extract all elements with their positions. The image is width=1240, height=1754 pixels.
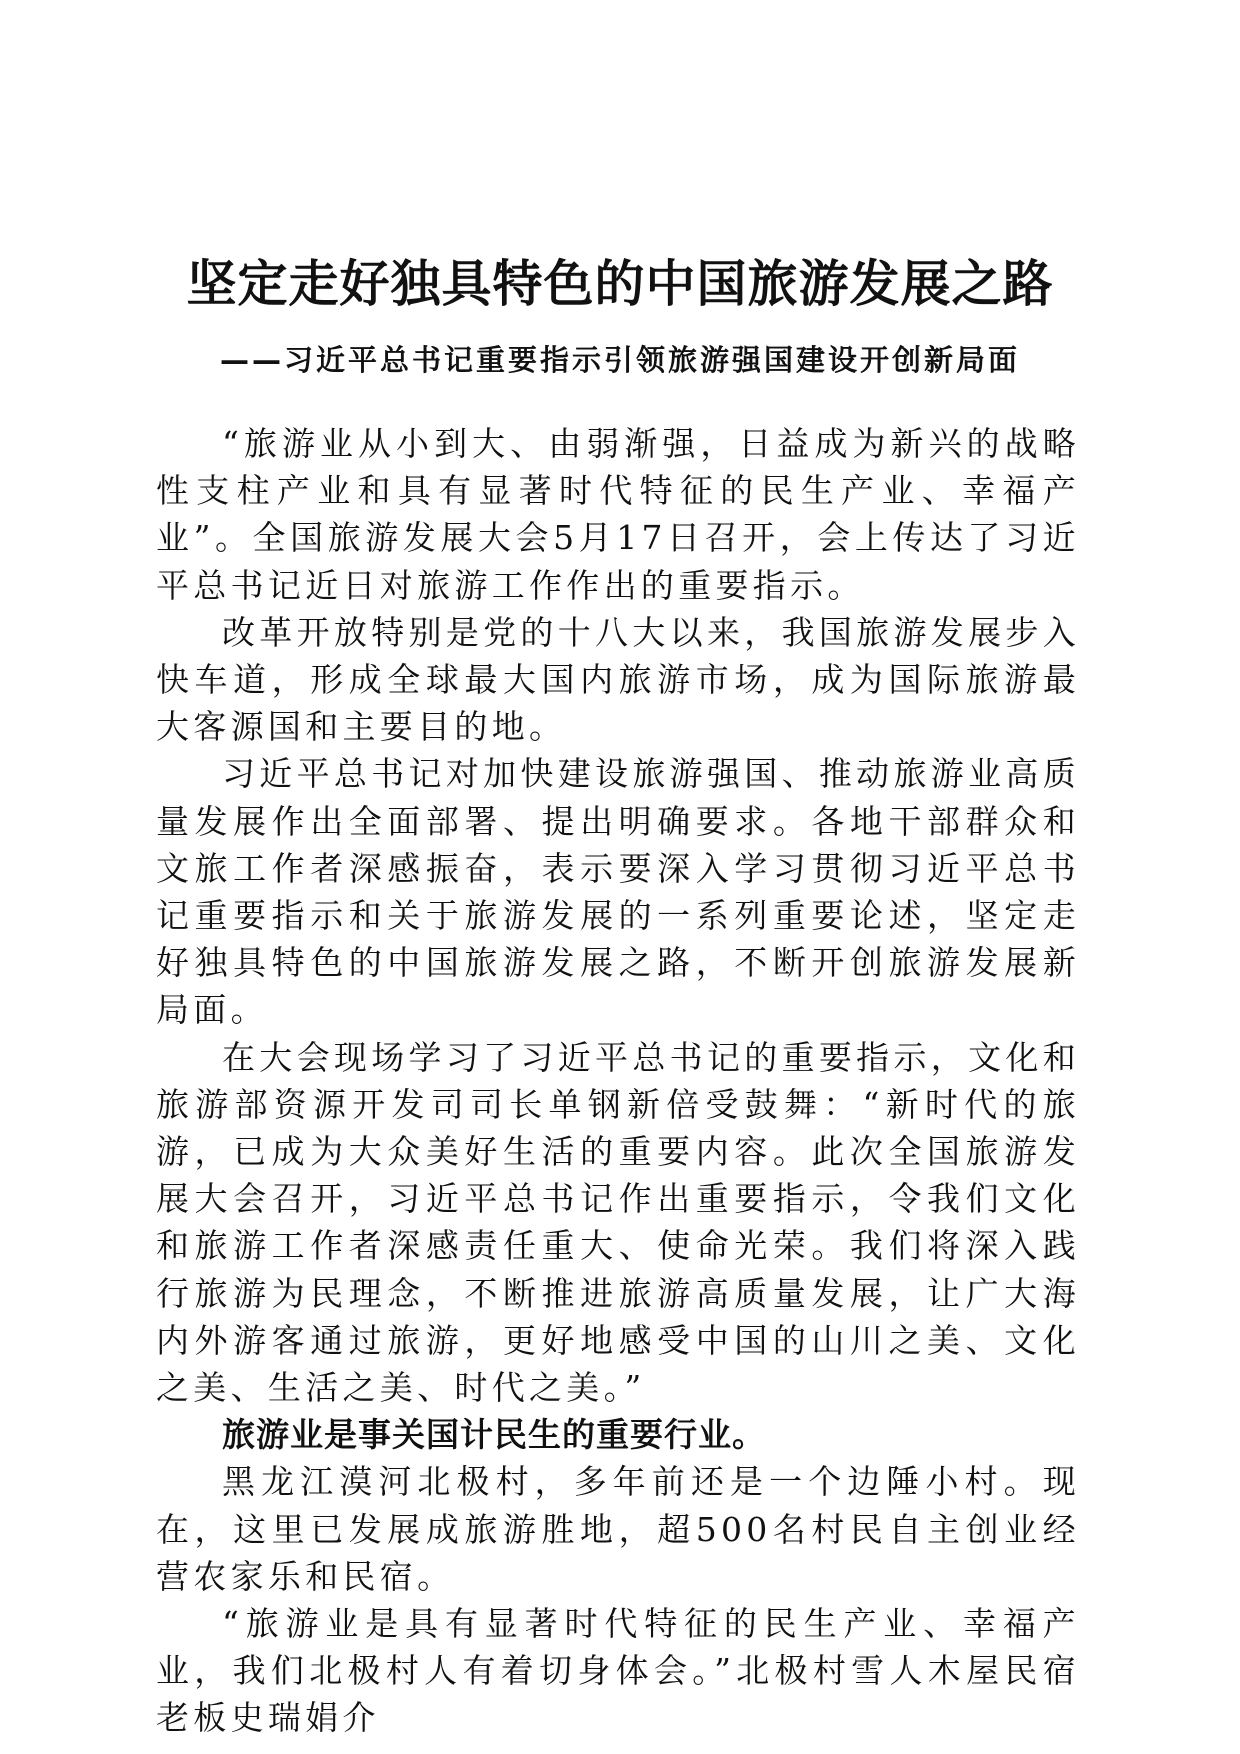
paragraph: “旅游业从小到大、由弱渐强，日益成为新兴的战略性支柱产业和具有显著时代特征的民生产业、幸福产业”。全国旅游发展大会5月17日召开，会上传达了习近平总书记近日对旅游工作作出的重要指示。	[156, 424, 1080, 605]
section-heading: 旅游业是事关国计民生的重要行业。	[222, 1415, 766, 1455]
paragraph: 在大会现场学习了习近平总书记的重要指示，文化和旅游部资源开发司司长单钢新倍受鼓舞：“新时代的旅游，已成为大众美好生活的重要内容。此次全国旅游发展大会召开，习近平总书记作出重要指示，令我们文化和旅游工作者深感责任重大、使命光荣。我们将深入践行旅游为民理念，不断推进旅游高质量发展，让广大海内外游客通过旅游，更好地感受中国的山川之美、文化之美、生活之美、时代之美。”	[156, 1037, 1080, 1408]
article-subtitle: ——习近平总书记重要指示引领旅游强国建设开创新局面	[219, 343, 1020, 377]
paragraph: 改革开放特别是党的十八大以来，我国旅游发展步入快车道，形成全球最大国内旅游市场，成为国际旅游最大客源国和主要目的地。	[156, 612, 1080, 747]
paragraph: 习近平总书记对加快建设旅游强国、推动旅游业高质量发展作出全面部署、提出明确要求。各地干部群众和文旅工作者深感振奋，表示要深入学习贯彻习近平总书记重要指示和关于旅游发展的一系列重要论述，坚定走好独具特色的中国旅游发展之路，不断开创旅游发展新局面。	[156, 754, 1080, 1030]
article-title: 坚定走好独具特色的中国旅游发展之路	[186, 254, 1054, 313]
paragraph: “旅游业是具有显著时代特征的民生产业、幸福产业，我们北极村人有着切身体会。”北极村雪人木屋民宿老板史瑞娟介	[156, 1604, 1080, 1738]
paragraph: 黑龙江漠河北极村，多年前还是一个边陲小村。现在，这里已发展成旅游胜地，超500名村民自主创业经营农家乐和民宿。	[156, 1462, 1080, 1596]
article-body	[156, 420, 1080, 1742]
